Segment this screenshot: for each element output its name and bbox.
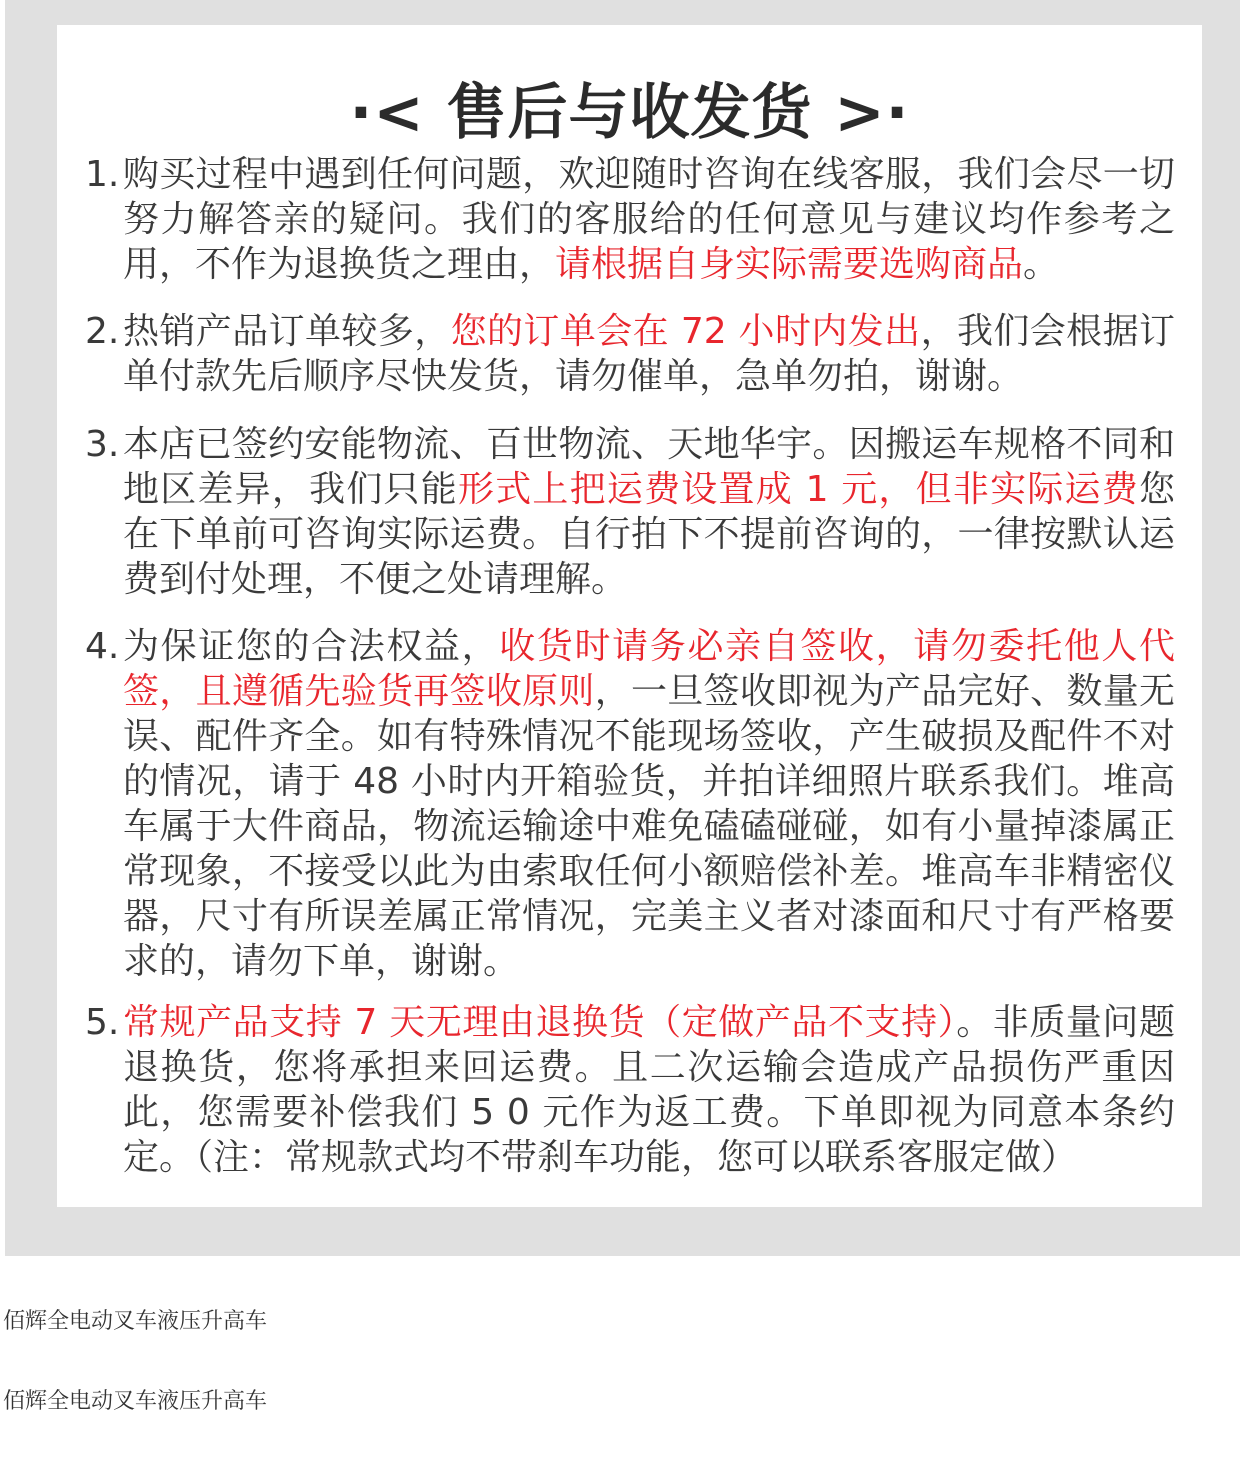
item-number: 5. xyxy=(85,1002,120,1043)
notice-item-4 xyxy=(85,624,1175,984)
item-text xyxy=(85,309,1175,399)
product-caption: 佰辉全电动叉车液压升高车 xyxy=(3,1309,268,1334)
notice-item-1 xyxy=(85,152,1175,287)
item-number: 4. xyxy=(85,626,120,667)
text-segment: 热销产品订单较多， xyxy=(123,311,451,352)
highlight-text: 请根据自身实际需要选购商品 xyxy=(555,244,1024,285)
highlight-text: 收货时请务必亲自签收，请勿委托他人代签，且遵循先验货再签收原则 xyxy=(123,626,1175,712)
highlight-text: 形式上把运费设置成 1 元，但非实际运费 xyxy=(457,469,1139,510)
notice-item-2 xyxy=(85,309,1175,399)
highlight-text: 常规产品支持 7 天无理由退换货（定做产品不支持） xyxy=(123,1002,957,1043)
notice-item-5 xyxy=(85,1000,1175,1180)
item-text xyxy=(85,422,1175,602)
text-segment: 。非质量问题退换货，您将承担来回运费。且二次运输会造成产品损伤严重因此，您需要补偿我们 5 0 元作为返工费。下单即视为同意本条约定。（注：常规款式均不带刹车功能，您可以联系客服定做） xyxy=(123,1002,1175,1178)
text-segment: ，一旦签收即视为产品完好、数量无误、配件齐全。如有特殊情况不能现场签收，产生破损及配件不对的情况，请于 48 小时内开箱验货，并拍详细照片联系我们。堆高车属于大件商品，物流运输途中难免磕磕碰碰，如有小量掉漆属正常现象，不接受以此为由索取任何小额赔偿补差。堆高车非精密仪器，尺寸有所误差属正常情况，完美主义者对漆面和尺寸有严格要求的，请勿下单，谢谢。 xyxy=(123,671,1175,982)
text-segment: 本店已签约安能物流、百世物流、天地华宇。因搬运车规格不同和地区差异，我们只能 xyxy=(123,424,1175,510)
item-text xyxy=(85,624,1175,984)
text-segment: 您在下单前可咨询实际运费。自行拍下不提前咨询的，一律按默认运费到付处理，不便之处请理解。 xyxy=(123,469,1175,600)
text-segment: 。 xyxy=(1023,244,1060,285)
item-number: 2. xyxy=(85,311,120,352)
text-segment: ，我们会根据订单付款先后顺序尽快发货，请勿催单，急单勿拍，谢谢。 xyxy=(123,311,1175,397)
product-caption: 佰辉全电动叉车液压升高车 xyxy=(3,1389,268,1414)
notice-item-3 xyxy=(85,422,1175,602)
text-segment: 购买过程中遇到任何问题，欢迎随时咨询在线客服，我们会尽一切努力解答亲的疑问。我们的客服给的任何意见与建议均作参考之用，不作为退换货之理由， xyxy=(123,154,1175,285)
item-text xyxy=(85,152,1175,287)
notice-frame xyxy=(5,0,1240,1256)
item-text xyxy=(85,1000,1175,1180)
item-number: 1. xyxy=(85,154,120,195)
item-number: 3. xyxy=(85,424,120,465)
notice-title: ·< 售后与收发货 >· xyxy=(349,78,910,148)
text-segment: 为保证您的合法权益， xyxy=(123,626,500,667)
highlight-text: 您的订单会在 72 小时内发出 xyxy=(450,311,921,352)
notice-card xyxy=(57,25,1202,1207)
